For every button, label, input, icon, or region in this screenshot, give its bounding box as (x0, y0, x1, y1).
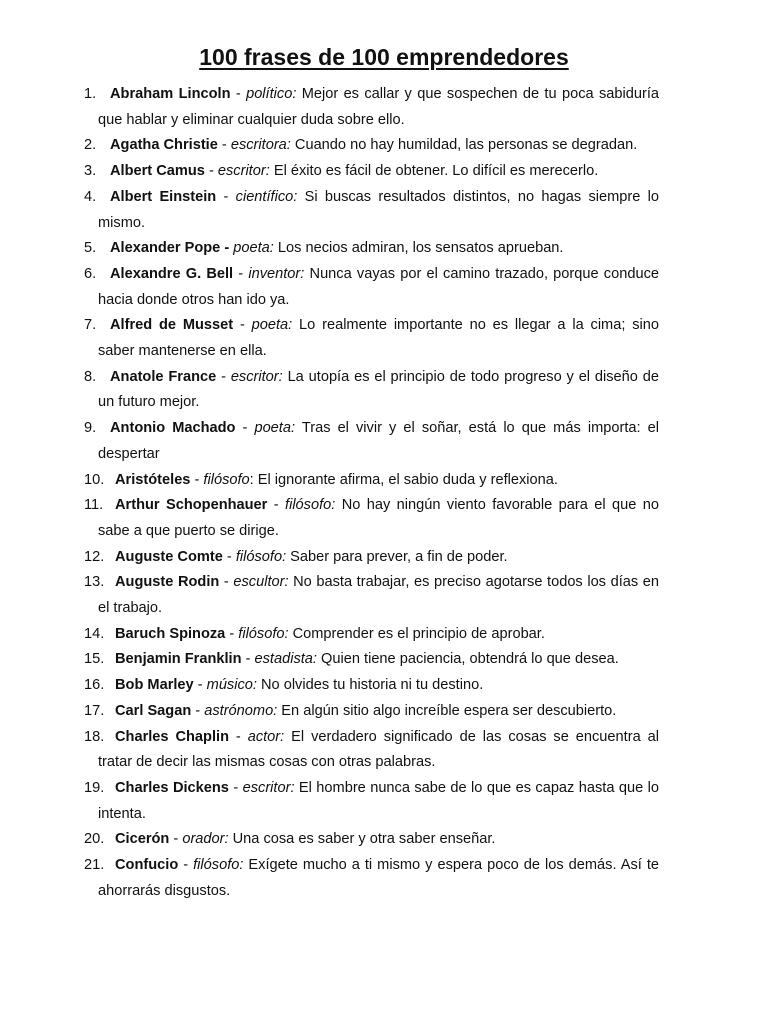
quote-text: Nunca vayas por el camino trazado, porque conduce hacia donde otros han ido ya. (98, 265, 659, 308)
quote-number: 1. (84, 86, 97, 102)
quote-text: Lo realmente importante no es llegar a la cima; sino saber mantenerse en ella. (98, 317, 659, 360)
quote-text: El verdadero significado de las cosas se encuentra al tratar de decir las mismas cosas con otras palabras. (98, 728, 659, 771)
page-title: 100 frases de 100 emprendedores (199, 44, 569, 70)
quote-text: Exígete mucho a ti mismo y espera poco de los demás. Así te ahorrarás disgustos. (98, 857, 659, 899)
separator: - (235, 420, 255, 437)
quote-item (84, 159, 659, 185)
separator: - (267, 497, 286, 514)
quote-text: Si buscas resultados distintos, no hagas siempre lo mismo. (98, 188, 659, 231)
quote-item (84, 82, 659, 133)
author-role: filósofo: (238, 625, 289, 642)
quote-item (84, 236, 659, 262)
quote-number: 13. (84, 574, 105, 591)
author-role: poeta: (254, 420, 296, 437)
separator: - (225, 625, 239, 642)
quote-item (84, 313, 659, 364)
quote-number: 9. (84, 420, 97, 437)
quote-text: El hombre nunca sabe de lo que es capaz hasta que lo intenta. (98, 779, 659, 822)
author-role: poeta: (251, 317, 293, 334)
quote-item (84, 647, 659, 673)
quote-number: 12. (84, 548, 105, 565)
quote-item (84, 827, 659, 853)
separator: - (222, 548, 236, 565)
quote-text: : El ignorante afirma, el sabio duda y reflexiona. (249, 471, 558, 488)
quote-item (84, 699, 659, 725)
quote-item (84, 853, 659, 904)
quote-item (84, 365, 659, 416)
quote-item (84, 622, 659, 648)
separator: - (241, 651, 255, 668)
author-role: orador: (182, 831, 229, 848)
quote-item (84, 493, 659, 544)
separator: - (228, 728, 248, 745)
quote-item (84, 133, 659, 159)
quote-text: Cuando no hay humildad, las personas se degradan. (290, 137, 638, 154)
separator: - (230, 86, 247, 102)
separator: - (228, 779, 243, 796)
separator: - (233, 317, 252, 334)
quote-number: 3. (84, 163, 97, 180)
author-role: inventor: (248, 265, 305, 282)
quote-text: Tras el vivir y el soñar, está lo que más importa: el despertar (98, 420, 659, 462)
author-name: Auguste Comte (115, 548, 223, 565)
author-name: Baruch Spinoza (115, 625, 226, 642)
author-name: Bob Marley (115, 677, 194, 694)
author-role: escritor: (242, 779, 295, 796)
quote-item (84, 776, 659, 827)
author-name: Charles Chaplin (115, 728, 229, 745)
quote-text: No hay ningún viento favorable para el que no sabe a que puerto se dirige. (98, 497, 659, 539)
separator: - (193, 677, 207, 694)
separator: - (204, 163, 218, 180)
author-role: filósofo: (235, 548, 287, 565)
author-name: Charles Dickens (115, 779, 229, 796)
quote-item (84, 185, 659, 236)
quote-list (84, 82, 659, 905)
author-name: Benjamin Franklin (115, 651, 242, 668)
author-role: político: (246, 86, 297, 102)
quote-item (84, 545, 659, 571)
author-name: Auguste Rodin (115, 574, 220, 591)
author-role: poeta: (233, 240, 274, 257)
quote-text: No olvides tu historia ni tu destino. (256, 677, 484, 694)
author-name: Alfred de Musset (110, 317, 234, 334)
separator: - (169, 831, 183, 848)
author-role: escritor: (217, 163, 270, 180)
author-name: Albert Einstein (110, 188, 217, 205)
author-name: Alexandre G. Bell (110, 265, 234, 282)
quote-number: 20. (84, 831, 105, 848)
author-name: Agatha Christie (110, 137, 218, 154)
author-name: Cicerón (115, 831, 170, 848)
author-name: Confucio (115, 857, 179, 874)
separator: - (216, 368, 231, 385)
author-role: filósofo: (193, 857, 244, 874)
quote-item (84, 416, 659, 467)
author-role: filósofo (203, 471, 250, 488)
author-name: Abraham Lincoln (110, 86, 231, 102)
separator: - (219, 574, 234, 591)
quote-number: 14. (84, 625, 105, 642)
quote-item (84, 570, 659, 621)
author-role: músico: (206, 677, 257, 694)
separator: - (217, 137, 231, 154)
author-role: actor: (247, 728, 285, 745)
quote-number: 10. (84, 471, 105, 488)
author-role: escritor: (230, 368, 283, 385)
quote-text: Comprender es el principio de aprobar. (288, 625, 545, 642)
quote-number: 2. (84, 137, 97, 154)
quote-number: 17. (84, 702, 105, 719)
quote-number: 6. (84, 265, 97, 282)
quote-number: 18. (84, 728, 105, 745)
quote-text: Saber para prever, a fin de poder. (286, 548, 508, 565)
author-name: Aristóteles (115, 471, 191, 488)
quote-number: 4. (84, 188, 97, 205)
quote-number: 19. (84, 779, 105, 796)
separator: - (233, 265, 249, 282)
quote-item (84, 725, 659, 776)
separator: - (190, 471, 204, 488)
author-name: Albert Camus (110, 163, 205, 180)
author-role: escultor: (233, 574, 289, 591)
quote-item (84, 468, 659, 494)
quote-number: 16. (84, 677, 105, 694)
author-name: Arthur Schopenhauer (115, 497, 268, 514)
author-role: filósofo: (285, 497, 336, 514)
quote-text: En algún sitio algo increíble espera ser descubierto. (277, 702, 617, 719)
quote-text: Mejor es callar y que sospechen de tu poca sabiduría que hablar y eliminar cualquier duda sobre ello. (98, 86, 659, 128)
author-role: estadista: (254, 651, 317, 668)
quote-number: 7. (84, 317, 97, 334)
quote-number: 21. (84, 857, 105, 874)
quote-number: 5. (84, 240, 97, 257)
separator: - (178, 857, 194, 874)
separator: - (191, 702, 205, 719)
quote-number: 8. (84, 368, 97, 385)
quote-text: Los necios admiran, los sensatos aprueban. (273, 240, 564, 257)
quote-text: La utopía es el principio de todo progreso y el diseño de un futuro mejor. (98, 368, 659, 411)
quote-number: 11. (84, 497, 104, 514)
quote-item (84, 262, 659, 313)
author-role: astrónomo: (204, 702, 278, 719)
author-name: Anatole France (110, 368, 217, 385)
separator: - (216, 188, 236, 205)
quote-text: Quien tiene paciencia, obtendrá lo que desea. (316, 651, 619, 668)
quote-text: No basta trabajar, es preciso agotarse todos los días en el trabajo. (98, 574, 659, 617)
author-role: científico: (235, 188, 298, 205)
author-role: escritora: (230, 137, 291, 154)
quote-number: 15. (84, 651, 105, 668)
quote-item (84, 673, 659, 699)
author-name: Alexander Pope - (110, 240, 230, 257)
quote-text: Una cosa es saber y otra saber enseñar. (228, 831, 496, 848)
author-name: Antonio Machado (110, 420, 236, 437)
author-name: Carl Sagan (115, 702, 192, 719)
quote-text: El éxito es fácil de obtener. Lo difícil es merecerlo. (269, 163, 599, 180)
